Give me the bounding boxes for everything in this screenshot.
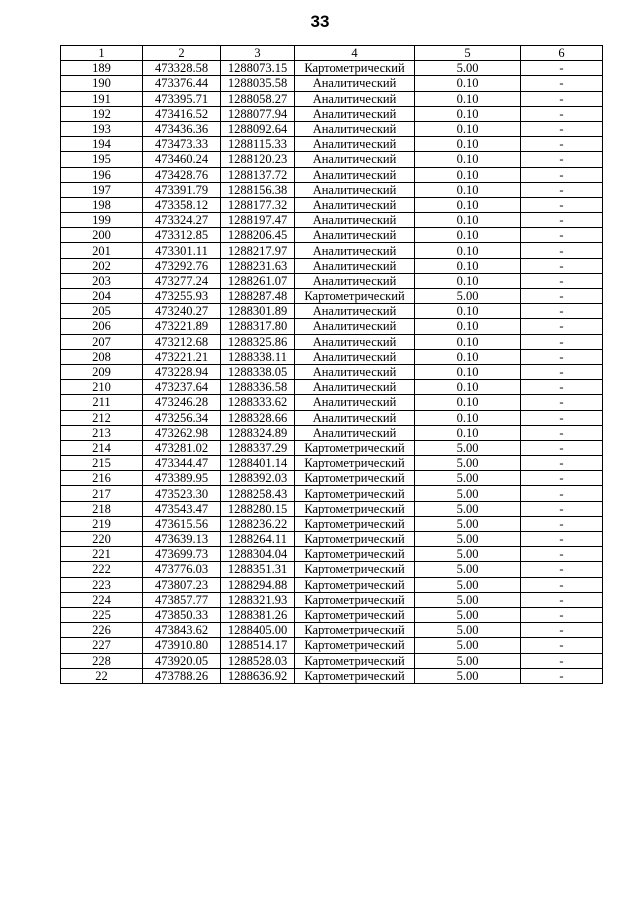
x-coordinate-cell: 473246.28 [143, 395, 221, 410]
column-header: 5 [415, 46, 521, 61]
accuracy-cell: 0.10 [415, 364, 521, 379]
table-row [61, 228, 603, 243]
table-row [61, 471, 603, 486]
y-coordinate-cell: 1288338.11 [221, 349, 295, 364]
x-coordinate-cell: 473523.30 [143, 486, 221, 501]
method-cell: Аналитический [295, 304, 415, 319]
x-coordinate-cell: 473857.77 [143, 592, 221, 607]
note-cell: - [521, 607, 603, 622]
table-row [61, 76, 603, 91]
method-cell: Аналитический [295, 137, 415, 152]
x-coordinate-cell: 473237.64 [143, 380, 221, 395]
accuracy-cell: 5.00 [415, 289, 521, 304]
point-number-cell: 206 [61, 319, 143, 334]
x-coordinate-cell: 473255.93 [143, 289, 221, 304]
point-number-cell: 194 [61, 137, 143, 152]
method-cell: Аналитический [295, 213, 415, 228]
method-cell: Картометрический [295, 623, 415, 638]
y-coordinate-cell: 1288381.26 [221, 607, 295, 622]
note-cell: - [521, 289, 603, 304]
table-row [61, 425, 603, 440]
x-coordinate-cell: 473776.03 [143, 562, 221, 577]
accuracy-cell: 0.10 [415, 121, 521, 136]
x-coordinate-cell: 473910.80 [143, 638, 221, 653]
method-cell: Картометрический [295, 440, 415, 455]
accuracy-cell: 0.10 [415, 395, 521, 410]
x-coordinate-cell: 473358.12 [143, 197, 221, 212]
x-coordinate-cell: 473416.52 [143, 106, 221, 121]
table-row [61, 653, 603, 668]
x-coordinate-cell: 473256.34 [143, 410, 221, 425]
note-cell: - [521, 592, 603, 607]
note-cell: - [521, 638, 603, 653]
accuracy-cell: 0.10 [415, 258, 521, 273]
y-coordinate-cell: 1288528.03 [221, 653, 295, 668]
x-coordinate-cell: 473221.21 [143, 349, 221, 364]
y-coordinate-cell: 1288156.38 [221, 182, 295, 197]
accuracy-cell: 0.10 [415, 380, 521, 395]
note-cell: - [521, 440, 603, 455]
y-coordinate-cell: 1288401.14 [221, 456, 295, 471]
note-cell: - [521, 243, 603, 258]
table-row [61, 638, 603, 653]
y-coordinate-cell: 1288177.32 [221, 197, 295, 212]
point-number-cell: 197 [61, 182, 143, 197]
accuracy-cell: 5.00 [415, 607, 521, 622]
method-cell: Аналитический [295, 425, 415, 440]
note-cell: - [521, 653, 603, 668]
point-number-cell: 227 [61, 638, 143, 653]
point-number-cell: 198 [61, 197, 143, 212]
note-cell: - [521, 547, 603, 562]
x-coordinate-cell: 473328.58 [143, 61, 221, 76]
method-cell: Картометрический [295, 668, 415, 683]
table-row [61, 121, 603, 136]
note-cell: - [521, 61, 603, 76]
point-number-cell: 203 [61, 273, 143, 288]
note-cell: - [521, 623, 603, 638]
accuracy-cell: 5.00 [415, 61, 521, 76]
accuracy-cell: 5.00 [415, 440, 521, 455]
table-row [61, 167, 603, 182]
method-cell: Картометрический [295, 471, 415, 486]
point-number-cell: 196 [61, 167, 143, 182]
point-number-cell: 191 [61, 91, 143, 106]
x-coordinate-cell: 473920.05 [143, 653, 221, 668]
x-coordinate-cell: 473473.33 [143, 137, 221, 152]
accuracy-cell: 5.00 [415, 486, 521, 501]
method-cell: Аналитический [295, 273, 415, 288]
table-row [61, 106, 603, 121]
method-cell: Картометрический [295, 289, 415, 304]
y-coordinate-cell: 1288514.17 [221, 638, 295, 653]
column-header: 3 [221, 46, 295, 61]
table-row [61, 137, 603, 152]
method-cell: Картометрический [295, 547, 415, 562]
note-cell: - [521, 273, 603, 288]
table-row [61, 562, 603, 577]
method-cell: Аналитический [295, 364, 415, 379]
note-cell: - [521, 668, 603, 683]
method-cell: Аналитический [295, 410, 415, 425]
point-number-cell: 223 [61, 577, 143, 592]
table-row [61, 623, 603, 638]
point-number-cell: 195 [61, 152, 143, 167]
method-cell: Аналитический [295, 228, 415, 243]
note-cell: - [521, 91, 603, 106]
x-coordinate-cell: 473240.27 [143, 304, 221, 319]
y-coordinate-cell: 1288301.89 [221, 304, 295, 319]
y-coordinate-cell: 1288077.94 [221, 106, 295, 121]
table-row [61, 304, 603, 319]
method-cell: Картометрический [295, 532, 415, 547]
table-row [61, 456, 603, 471]
table-row [61, 486, 603, 501]
method-cell: Аналитический [295, 243, 415, 258]
x-coordinate-cell: 473850.33 [143, 607, 221, 622]
accuracy-cell: 5.00 [415, 638, 521, 653]
table-row [61, 319, 603, 334]
table-row [61, 501, 603, 516]
note-cell: - [521, 258, 603, 273]
page-number: 33 [310, 12, 330, 31]
x-coordinate-cell: 473807.23 [143, 577, 221, 592]
method-cell: Аналитический [295, 106, 415, 121]
y-coordinate-cell: 1288324.89 [221, 425, 295, 440]
x-coordinate-cell: 473428.76 [143, 167, 221, 182]
column-header: 6 [521, 46, 603, 61]
point-number-cell: 201 [61, 243, 143, 258]
point-number-cell: 218 [61, 501, 143, 516]
y-coordinate-cell: 1288236.22 [221, 516, 295, 531]
method-cell: Аналитический [295, 91, 415, 106]
point-number-cell: 219 [61, 516, 143, 531]
point-number-cell: 202 [61, 258, 143, 273]
y-coordinate-cell: 1288264.11 [221, 532, 295, 547]
table-row [61, 197, 603, 212]
y-coordinate-cell: 1288636.92 [221, 668, 295, 683]
point-number-cell: 189 [61, 61, 143, 76]
method-cell: Аналитический [295, 258, 415, 273]
accuracy-cell: 0.10 [415, 334, 521, 349]
accuracy-cell: 0.10 [415, 106, 521, 121]
x-coordinate-cell: 473262.98 [143, 425, 221, 440]
note-cell: - [521, 364, 603, 379]
accuracy-cell: 0.10 [415, 425, 521, 440]
point-number-cell: 215 [61, 456, 143, 471]
x-coordinate-cell: 473543.47 [143, 501, 221, 516]
method-cell: Картометрический [295, 456, 415, 471]
y-coordinate-cell: 1288280.15 [221, 501, 295, 516]
point-number-cell: 225 [61, 607, 143, 622]
method-cell: Картометрический [295, 516, 415, 531]
method-cell: Аналитический [295, 349, 415, 364]
y-coordinate-cell: 1288287.48 [221, 289, 295, 304]
table-row [61, 364, 603, 379]
point-number-cell: 217 [61, 486, 143, 501]
note-cell: - [521, 471, 603, 486]
note-cell: - [521, 304, 603, 319]
accuracy-cell: 5.00 [415, 501, 521, 516]
table-row [61, 592, 603, 607]
method-cell: Картометрический [295, 486, 415, 501]
accuracy-cell: 0.10 [415, 319, 521, 334]
point-number-cell: 210 [61, 380, 143, 395]
y-coordinate-cell: 1288294.88 [221, 577, 295, 592]
note-cell: - [521, 197, 603, 212]
point-number-cell: 212 [61, 410, 143, 425]
accuracy-cell: 0.10 [415, 76, 521, 91]
table-row [61, 516, 603, 531]
method-cell: Аналитический [295, 319, 415, 334]
x-coordinate-cell: 473344.47 [143, 456, 221, 471]
method-cell: Аналитический [295, 167, 415, 182]
accuracy-cell: 5.00 [415, 516, 521, 531]
note-cell: - [521, 167, 603, 182]
y-coordinate-cell: 1288035.58 [221, 76, 295, 91]
method-cell: Картометрический [295, 592, 415, 607]
method-cell: Аналитический [295, 334, 415, 349]
table-row [61, 607, 603, 622]
accuracy-cell: 0.10 [415, 304, 521, 319]
y-coordinate-cell: 1288261.07 [221, 273, 295, 288]
y-coordinate-cell: 1288137.72 [221, 167, 295, 182]
x-coordinate-cell: 473212.68 [143, 334, 221, 349]
method-cell: Картометрический [295, 653, 415, 668]
point-number-cell: 207 [61, 334, 143, 349]
accuracy-cell: 0.10 [415, 349, 521, 364]
table-row [61, 258, 603, 273]
y-coordinate-cell: 1288338.05 [221, 364, 295, 379]
y-coordinate-cell: 1288217.97 [221, 243, 295, 258]
x-coordinate-cell: 473312.85 [143, 228, 221, 243]
point-number-cell: 208 [61, 349, 143, 364]
method-cell: Картометрический [295, 638, 415, 653]
method-cell: Аналитический [295, 121, 415, 136]
table-row [61, 243, 603, 258]
method-cell: Аналитический [295, 182, 415, 197]
x-coordinate-cell: 473395.71 [143, 91, 221, 106]
point-number-cell: 226 [61, 623, 143, 638]
point-number-cell: 224 [61, 592, 143, 607]
accuracy-cell: 5.00 [415, 592, 521, 607]
note-cell: - [521, 577, 603, 592]
column-header: 4 [295, 46, 415, 61]
note-cell: - [521, 319, 603, 334]
note-cell: - [521, 516, 603, 531]
table-row [61, 273, 603, 288]
accuracy-cell: 0.10 [415, 167, 521, 182]
accuracy-cell: 0.10 [415, 243, 521, 258]
y-coordinate-cell: 1288058.27 [221, 91, 295, 106]
table-row [61, 91, 603, 106]
y-coordinate-cell: 1288197.47 [221, 213, 295, 228]
x-coordinate-cell: 473221.89 [143, 319, 221, 334]
point-number-cell: 211 [61, 395, 143, 410]
y-coordinate-cell: 1288333.62 [221, 395, 295, 410]
point-number-cell: 192 [61, 106, 143, 121]
note-cell: - [521, 395, 603, 410]
note-cell: - [521, 562, 603, 577]
table-row [61, 349, 603, 364]
y-coordinate-cell: 1288405.00 [221, 623, 295, 638]
method-cell: Аналитический [295, 380, 415, 395]
x-coordinate-cell: 473699.73 [143, 547, 221, 562]
column-header: 1 [61, 46, 143, 61]
accuracy-cell: 5.00 [415, 653, 521, 668]
accuracy-cell: 0.10 [415, 152, 521, 167]
y-coordinate-cell: 1288336.58 [221, 380, 295, 395]
note-cell: - [521, 456, 603, 471]
accuracy-cell: 5.00 [415, 562, 521, 577]
y-coordinate-cell: 1288304.04 [221, 547, 295, 562]
x-coordinate-cell: 473460.24 [143, 152, 221, 167]
column-header: 2 [143, 46, 221, 61]
accuracy-cell: 0.10 [415, 228, 521, 243]
x-coordinate-cell: 473376.44 [143, 76, 221, 91]
accuracy-cell: 5.00 [415, 668, 521, 683]
accuracy-cell: 0.10 [415, 137, 521, 152]
method-cell: Аналитический [295, 76, 415, 91]
point-number-cell: 214 [61, 440, 143, 455]
table-row [61, 410, 603, 425]
note-cell: - [521, 334, 603, 349]
accuracy-cell: 0.10 [415, 197, 521, 212]
y-coordinate-cell: 1288337.29 [221, 440, 295, 455]
table-row [61, 61, 603, 76]
table-row [61, 547, 603, 562]
y-coordinate-cell: 1288325.86 [221, 334, 295, 349]
note-cell: - [521, 425, 603, 440]
x-coordinate-cell: 473843.62 [143, 623, 221, 638]
table-row [61, 380, 603, 395]
y-coordinate-cell: 1288073.15 [221, 61, 295, 76]
y-coordinate-cell: 1288115.33 [221, 137, 295, 152]
point-number-cell: 220 [61, 532, 143, 547]
note-cell: - [521, 486, 603, 501]
table-row [61, 532, 603, 547]
table-row [61, 182, 603, 197]
note-cell: - [521, 228, 603, 243]
x-coordinate-cell: 473277.24 [143, 273, 221, 288]
accuracy-cell: 5.00 [415, 456, 521, 471]
point-number-cell: 216 [61, 471, 143, 486]
note-cell: - [521, 106, 603, 121]
y-coordinate-cell: 1288258.43 [221, 486, 295, 501]
point-number-cell: 221 [61, 547, 143, 562]
table-row [61, 289, 603, 304]
x-coordinate-cell: 473324.27 [143, 213, 221, 228]
y-coordinate-cell: 1288321.93 [221, 592, 295, 607]
note-cell: - [521, 76, 603, 91]
table-row [61, 213, 603, 228]
method-cell: Картометрический [295, 577, 415, 592]
method-cell: Картометрический [295, 501, 415, 516]
method-cell: Картометрический [295, 61, 415, 76]
point-number-cell: 209 [61, 364, 143, 379]
y-coordinate-cell: 1288206.45 [221, 228, 295, 243]
note-cell: - [521, 410, 603, 425]
note-cell: - [521, 349, 603, 364]
y-coordinate-cell: 1288231.63 [221, 258, 295, 273]
table-row [61, 152, 603, 167]
y-coordinate-cell: 1288328.66 [221, 410, 295, 425]
point-number-cell: 193 [61, 121, 143, 136]
accuracy-cell: 0.10 [415, 410, 521, 425]
table-header-row [61, 46, 603, 61]
x-coordinate-cell: 473301.11 [143, 243, 221, 258]
y-coordinate-cell: 1288392.03 [221, 471, 295, 486]
point-number-cell: 204 [61, 289, 143, 304]
note-cell: - [521, 137, 603, 152]
point-number-cell: 213 [61, 425, 143, 440]
accuracy-cell: 5.00 [415, 547, 521, 562]
x-coordinate-cell: 473436.36 [143, 121, 221, 136]
y-coordinate-cell: 1288317.80 [221, 319, 295, 334]
x-coordinate-cell: 473281.02 [143, 440, 221, 455]
note-cell: - [521, 152, 603, 167]
note-cell: - [521, 380, 603, 395]
point-number-cell: 228 [61, 653, 143, 668]
x-coordinate-cell: 473639.13 [143, 532, 221, 547]
x-coordinate-cell: 473788.26 [143, 668, 221, 683]
point-number-cell: 205 [61, 304, 143, 319]
point-number-cell: 22 [61, 668, 143, 683]
method-cell: Аналитический [295, 395, 415, 410]
x-coordinate-cell: 473391.79 [143, 182, 221, 197]
point-number-cell: 199 [61, 213, 143, 228]
table-row [61, 440, 603, 455]
note-cell: - [521, 121, 603, 136]
table-row [61, 577, 603, 592]
note-cell: - [521, 213, 603, 228]
table-row [61, 334, 603, 349]
y-coordinate-cell: 1288120.23 [221, 152, 295, 167]
accuracy-cell: 5.00 [415, 471, 521, 486]
method-cell: Аналитический [295, 152, 415, 167]
method-cell: Картометрический [295, 607, 415, 622]
accuracy-cell: 5.00 [415, 577, 521, 592]
table-row [61, 668, 603, 683]
x-coordinate-cell: 473615.56 [143, 516, 221, 531]
note-cell: - [521, 182, 603, 197]
note-cell: - [521, 501, 603, 516]
accuracy-cell: 5.00 [415, 623, 521, 638]
y-coordinate-cell: 1288092.64 [221, 121, 295, 136]
method-cell: Аналитический [295, 197, 415, 212]
accuracy-cell: 0.10 [415, 213, 521, 228]
accuracy-cell: 5.00 [415, 532, 521, 547]
note-cell: - [521, 532, 603, 547]
y-coordinate-cell: 1288351.31 [221, 562, 295, 577]
accuracy-cell: 0.10 [415, 273, 521, 288]
x-coordinate-cell: 473389.95 [143, 471, 221, 486]
x-coordinate-cell: 473292.76 [143, 258, 221, 273]
accuracy-cell: 0.10 [415, 91, 521, 106]
method-cell: Картометрический [295, 562, 415, 577]
coordinates-table [60, 45, 603, 684]
point-number-cell: 190 [61, 76, 143, 91]
point-number-cell: 200 [61, 228, 143, 243]
table-row [61, 395, 603, 410]
x-coordinate-cell: 473228.94 [143, 364, 221, 379]
point-number-cell: 222 [61, 562, 143, 577]
accuracy-cell: 0.10 [415, 182, 521, 197]
table-body [61, 61, 603, 684]
